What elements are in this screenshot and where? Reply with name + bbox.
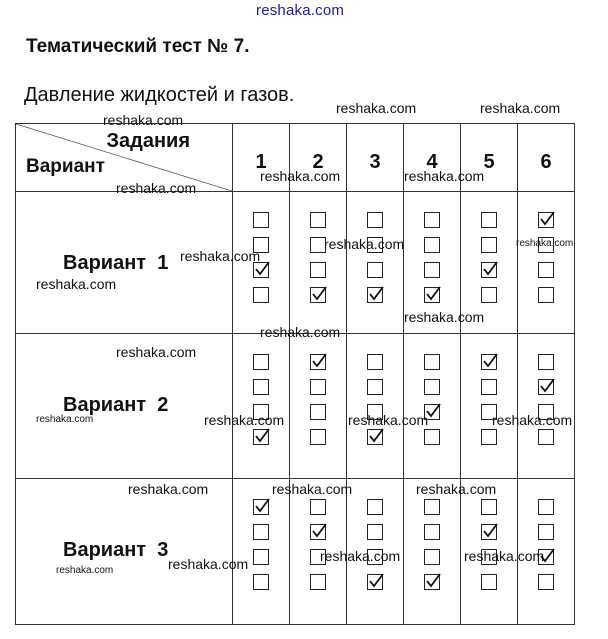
watermark-text: reshaka.com (272, 481, 353, 497)
checkbox[interactable] (253, 287, 269, 303)
column-header-4: 4 (404, 124, 461, 192)
checkbox-checked[interactable] (367, 429, 383, 445)
answer-cell (404, 334, 461, 479)
column-header-1: 1 (233, 124, 290, 192)
header-tasks-label: Задания (106, 130, 190, 152)
checkbox[interactable] (310, 429, 326, 445)
watermark-text: reshaka.com (348, 412, 429, 428)
checkbox[interactable] (424, 212, 440, 228)
checkbox[interactable] (253, 212, 269, 228)
site-link[interactable]: reshaka.com (256, 2, 345, 19)
checkbox[interactable] (538, 354, 554, 370)
answer-cell (461, 334, 518, 479)
checkbox[interactable] (424, 379, 440, 395)
row-label: Вариант 2 (63, 394, 169, 416)
page-title: Тематический тест № 7. (26, 36, 250, 57)
checkbox[interactable] (424, 262, 440, 278)
checkbox-checked[interactable] (310, 524, 326, 540)
checkbox[interactable] (253, 549, 269, 565)
checkbox[interactable] (538, 524, 554, 540)
checkbox[interactable] (424, 354, 440, 370)
checkbox-checked[interactable] (481, 262, 497, 278)
table-row (16, 334, 575, 479)
checkbox[interactable] (424, 549, 440, 565)
checkbox[interactable] (424, 499, 440, 515)
watermark-text: reshaka.com (128, 481, 209, 497)
watermark-text: reshaka.com (180, 248, 261, 264)
checkbox-checked[interactable] (481, 524, 497, 540)
answer-cell (347, 334, 404, 479)
checkbox[interactable] (310, 379, 326, 395)
watermark-text: reshaka.com (260, 168, 341, 184)
watermark-text: reshaka.com (36, 414, 94, 425)
checkbox[interactable] (367, 499, 383, 515)
watermark-text: reshaka.com (416, 481, 497, 497)
checkbox-checked[interactable] (253, 499, 269, 515)
watermark-text: reshaka.com (324, 236, 405, 252)
checkbox[interactable] (310, 499, 326, 515)
checkbox[interactable] (367, 524, 383, 540)
column-header-6: 6 (518, 124, 575, 192)
checkbox-checked[interactable] (310, 354, 326, 370)
checkbox[interactable] (367, 354, 383, 370)
watermark-text: reshaka.com (320, 548, 401, 564)
checkbox[interactable] (538, 499, 554, 515)
checkbox-checked[interactable] (424, 287, 440, 303)
checkbox[interactable] (538, 574, 554, 590)
checkbox[interactable] (424, 524, 440, 540)
checkbox-checked[interactable] (481, 354, 497, 370)
checkbox-checked[interactable] (253, 262, 269, 278)
answer-cell (518, 334, 575, 479)
checkbox[interactable] (481, 212, 497, 228)
checkbox[interactable] (424, 237, 440, 253)
checkbox[interactable] (253, 379, 269, 395)
checkbox[interactable] (310, 404, 326, 420)
answer-cell (404, 479, 461, 625)
checkbox[interactable] (424, 429, 440, 445)
checkbox[interactable] (538, 287, 554, 303)
watermark-text: reshaka.com (56, 565, 114, 576)
checkbox[interactable] (538, 429, 554, 445)
row-label: Вариант 1 (63, 252, 169, 274)
column-header-5: 5 (461, 124, 518, 192)
checkbox[interactable] (481, 499, 497, 515)
checkbox-checked[interactable] (310, 287, 326, 303)
column-header-2: 2 (290, 124, 347, 192)
checkbox[interactable] (481, 574, 497, 590)
header-variant-label: Вариант (26, 156, 105, 177)
checkbox-checked[interactable] (253, 429, 269, 445)
checkbox[interactable] (481, 237, 497, 253)
answer-cell (233, 479, 290, 625)
watermark-text: reshaka.com (116, 180, 197, 196)
watermark-text: reshaka.com (168, 556, 249, 572)
checkbox-checked[interactable] (538, 379, 554, 395)
watermark-text: reshaka.com (336, 100, 417, 116)
watermark-text: reshaka.com (404, 309, 485, 325)
watermark-text: reshaka.com (103, 112, 184, 128)
checkbox[interactable] (481, 287, 497, 303)
row-label-cell (16, 479, 233, 625)
checkbox[interactable] (310, 212, 326, 228)
checkbox[interactable] (253, 574, 269, 590)
checkbox-checked[interactable] (538, 212, 554, 228)
watermark-text: reshaka.com (516, 238, 574, 249)
watermark-text: reshaka.com (116, 344, 197, 360)
checkbox[interactable] (538, 262, 554, 278)
watermark-text: reshaka.com (404, 168, 485, 184)
watermark-text: reshaka.com (464, 548, 545, 564)
page-subtitle: Давление жидкостей и газов. (24, 84, 295, 106)
row-label: Вариант 3 (63, 539, 169, 561)
checkbox[interactable] (253, 354, 269, 370)
watermark-text: reshaka.com (36, 276, 117, 292)
answer-cell (518, 192, 575, 334)
answer-cell (290, 334, 347, 479)
checkbox[interactable] (481, 379, 497, 395)
answer-cell (347, 192, 404, 334)
checkbox[interactable] (367, 379, 383, 395)
checkbox[interactable] (481, 429, 497, 445)
checkbox[interactable] (253, 524, 269, 540)
watermark-text: reshaka.com (480, 100, 561, 116)
watermark-text: reshaka.com (492, 412, 573, 428)
checkbox[interactable] (367, 262, 383, 278)
answer-cell (233, 334, 290, 479)
checkbox-checked[interactable] (367, 287, 383, 303)
watermark-text: reshaka.com (260, 324, 341, 340)
column-header-3: 3 (347, 124, 404, 192)
watermark-text: reshaka.com (204, 412, 285, 428)
checkbox-checked[interactable] (424, 574, 440, 590)
checkbox[interactable] (310, 262, 326, 278)
table-row (16, 192, 575, 334)
answer-cell (290, 192, 347, 334)
checkbox-checked[interactable] (367, 574, 383, 590)
checkbox[interactable] (367, 212, 383, 228)
checkbox[interactable] (310, 574, 326, 590)
